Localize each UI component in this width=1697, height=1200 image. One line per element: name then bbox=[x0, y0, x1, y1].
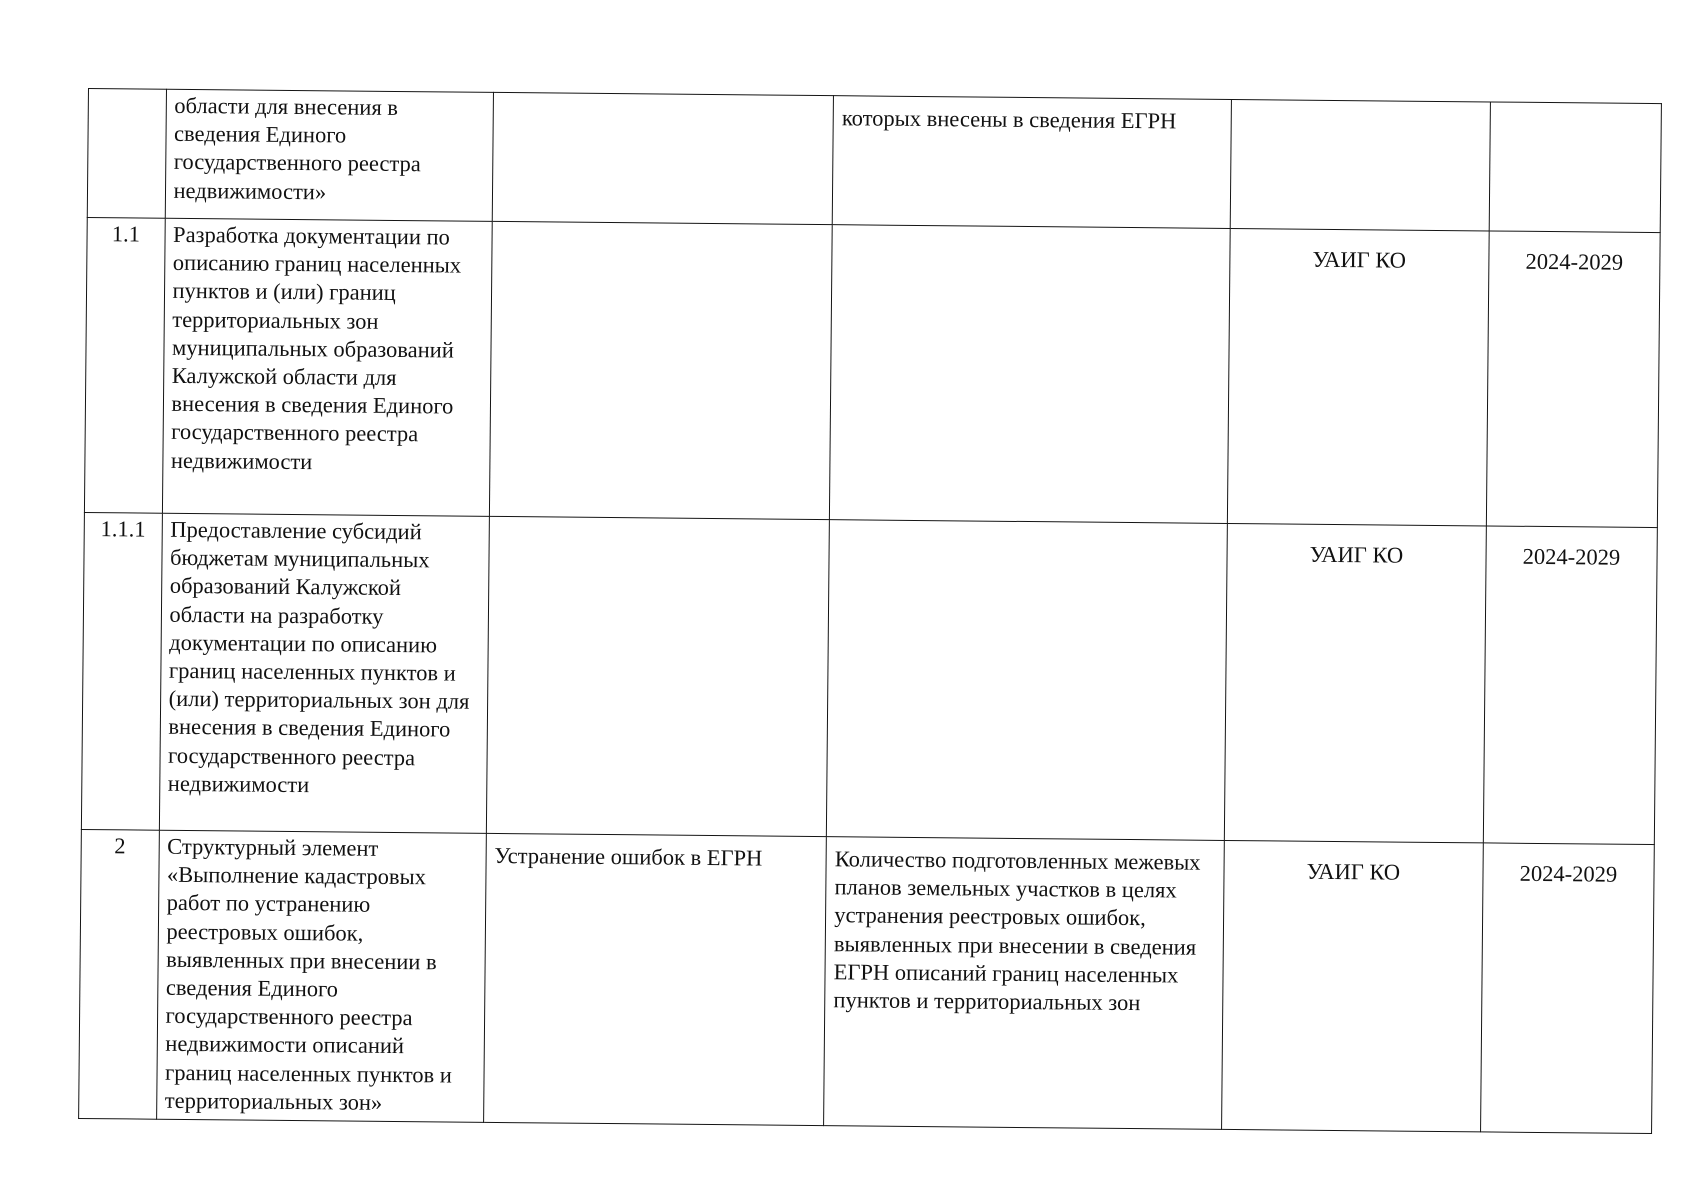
task-cell: Устранение ошибок в ЕГРН bbox=[483, 833, 826, 1125]
table-row bbox=[87, 89, 1661, 233]
task-cell bbox=[492, 92, 834, 224]
result-cell: которых внесены в сведения ЕГРН bbox=[832, 96, 1231, 229]
element-name-cell: Предоставление субсидий бюджетам муниципальных образований Калужской области на разработку документации по описанию границ населенных пунктов и (или) территориальных зон для внесения в сведения Единого государственного реестра недвижимости bbox=[159, 513, 489, 833]
row-number-cell: 1.1 bbox=[84, 217, 164, 513]
row-number-cell: 2 bbox=[79, 829, 159, 1119]
responsible-cell bbox=[1230, 99, 1490, 230]
result-cell: Количество подготовленных межевых планов земельных участков в целях устранения реестровых ошибок, выявленных при внесении в сведения ЕГРН описаний границ населенных пунктов и территориальных зон bbox=[824, 837, 1225, 1130]
table-row bbox=[79, 829, 1655, 1133]
task-cell bbox=[489, 221, 832, 519]
row-number-cell: 1.1.1 bbox=[81, 512, 162, 830]
responsible-cell: УАИГ КО bbox=[1222, 840, 1484, 1131]
responsible-cell: УАИГ КО bbox=[1227, 228, 1489, 525]
period-cell: 2024-2029 bbox=[1480, 843, 1654, 1134]
responsible-cell: УАИГ КО bbox=[1224, 523, 1486, 842]
element-name-cell: области для внесения в сведения Единого государственного реестра недвижимости» bbox=[165, 89, 494, 221]
table-row bbox=[84, 217, 1660, 527]
period-cell bbox=[1489, 102, 1661, 233]
program-structure-table bbox=[78, 88, 1662, 1134]
result-cell bbox=[830, 225, 1231, 524]
period-cell: 2024-2029 bbox=[1483, 526, 1657, 845]
element-name-cell: Разработка документации по описанию границ населенных пунктов и (или) границ территориальных зон муниципальных образований Калужской области для внесения в сведения Единого государственного реестра недвижимости bbox=[162, 218, 492, 516]
element-name-cell: Структурный элемент «Выполнение кадастровых работ по устранению реестровых ошибок, выявленных при внесении в сведения Единого государственного реестра недвижимости описаний границ населенных пунктов и территориальных зон» bbox=[156, 830, 486, 1122]
row-number-cell bbox=[87, 89, 166, 219]
task-cell bbox=[486, 516, 829, 836]
table-row bbox=[81, 512, 1657, 844]
period-cell: 2024-2029 bbox=[1486, 231, 1660, 528]
result-cell bbox=[827, 520, 1228, 841]
